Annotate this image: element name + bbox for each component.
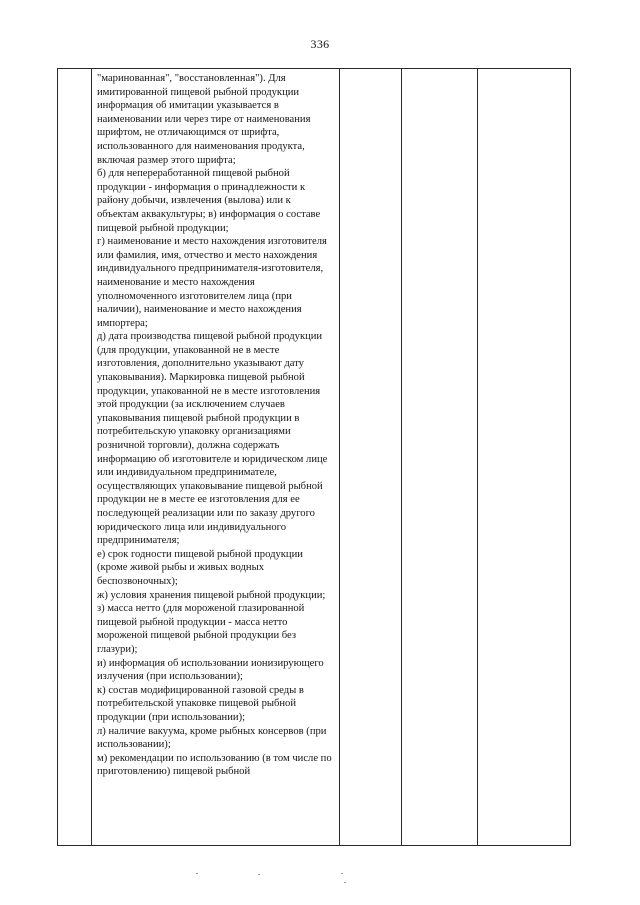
table-row	[58, 69, 571, 846]
paragraph-item-zh: ж) условия хранения пищевой рыбной продукции;	[97, 589, 326, 601]
paragraph-item-m: м) рекомендации по использованию (в том числе по приготовлению) пищевой рыбной	[97, 752, 332, 778]
page-number: 336	[310, 37, 330, 51]
table-cell-empty-3	[340, 69, 402, 846]
paragraph-item-l: л) наличие вакуума, кроме рыбных консервов (при использовании);	[97, 725, 327, 751]
paragraph-item-z: з) масса нетто (для мороженой глазированной пищевой рыбной продукции - масса нетто мороженой пищевой рыбной продукции без глазури);	[97, 603, 305, 655]
scan-artifact	[196, 873, 198, 874]
scan-artifact	[344, 882, 346, 883]
paragraph-item-k: к) состав модифицированной газовой среды в потребительской упаковке пищевой рыбной продукции (при использовании);	[97, 684, 304, 723]
paragraph-item-a-continued: "маринованная", "восстановленная"). Для имитированной пищевой рыбной продукции информация об имитации указывается в наименовании или через тире от наименования шрифтом, не отличающимся от шрифта, использованного для наименования продукта, включая размер этого шрифта;	[97, 73, 311, 166]
table-cell-empty-4	[402, 69, 478, 846]
table-cell-number	[58, 69, 92, 846]
scan-artifact	[258, 874, 260, 875]
table-cell-empty-5	[478, 69, 571, 846]
paragraph-item-g: г) наименование и место нахождения изготовителя или фамилия, имя, отчество и место нахождения индивидуального предпринимателя-изготовителя, наименование и место нахождения уполномоченного изготовителем лица (при наличии), наименование и место нахождения импортера;	[97, 236, 327, 329]
table-cell-requirements	[92, 69, 340, 846]
paragraph-item-i: и) информация об использовании ионизирующего излучения (при использовании);	[97, 657, 324, 683]
paragraph-item-e: е) срок годности пищевой рыбной продукции (кроме живой рыбы и живых водных беспозвоночных);	[97, 548, 303, 587]
paragraph-item-b-v: б) для непереработанной пищевой рыбной продукции - информация о принадлежности к району добычи, извлечения (вылова) или к объектам аквакультуры; в) информация о составе пищевой рыбной продукции;	[97, 168, 321, 234]
scan-artifact	[341, 873, 343, 874]
paragraph-item-d: д) дата производства пищевой рыбной продукции (для продукции, упакованной не в месте изготовления, дополнительно указывают дату упаковывания). Маркировка пищевой рыбной продукции, упакованной не в месте изготовления этой продукции (за исключением случаев упаковывания пищевой рыбной продукции в потребительскую упаковку организациями розничной торговли), должна содержать информацию об изготовителе и юридическом лице или индивидуальном предпринимателе, осуществляющих упаковывание пищевой рыбной продукции не в месте ее изготовления для ее последующей реализации или по заказу другого юридического лица или индивидуального предпринимателя;	[97, 331, 328, 547]
document-table	[57, 68, 571, 846]
